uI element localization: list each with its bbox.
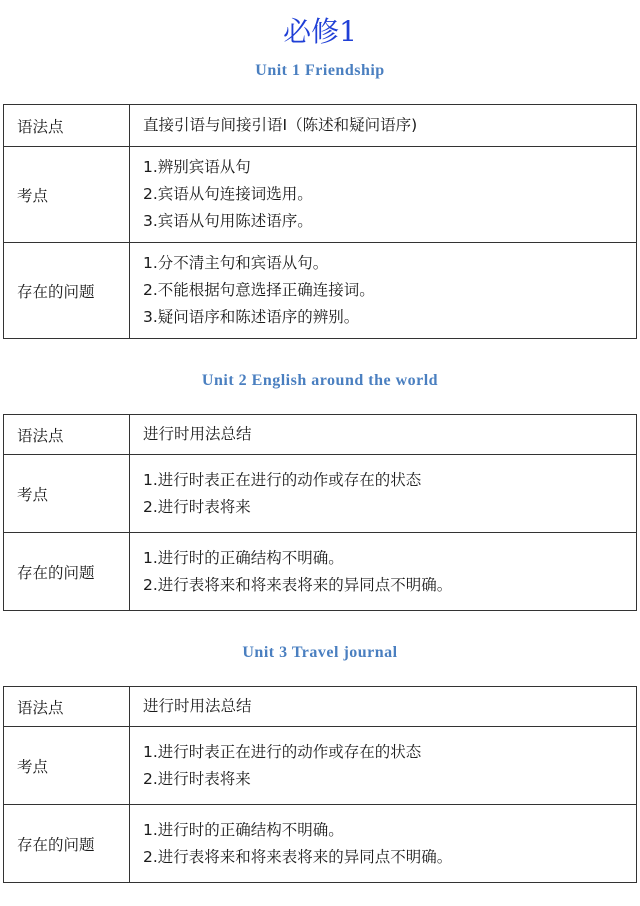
content-line: 2.进行表将来和将来表将来的异同点不明确。 [143,847,453,866]
problems-row [4,243,637,339]
content-line: 2.进行时表将来 [143,497,251,516]
content-line: 进行时用法总结 [143,425,252,443]
row-label: 考点 [4,455,130,533]
problems-row [4,805,637,883]
row-content [130,105,637,147]
grammar-point-row [4,687,637,727]
row-label: 语法点 [4,687,130,727]
content-line: 直接引语与间接引语Ⅰ（陈述和疑问语序) [143,116,418,134]
row-content [130,243,637,339]
row-label: 考点 [4,147,130,243]
page-title: 必修1 [283,15,357,48]
content-line: 3.宾语从句用陈述语序。 [143,212,313,230]
unit-1-title: Unit 1 Friendship [255,62,385,79]
content-line: 2.宾语从句连接词选用。 [143,185,313,203]
row-label: 存在的问题 [4,805,130,883]
row-content [130,455,637,533]
row-content [130,533,637,611]
row-content [130,147,637,243]
content-line: 1.进行时的正确结构不明确。 [143,548,344,567]
exam-point-row [4,147,637,243]
content-line: 1.进行时的正确结构不明确。 [143,820,344,839]
row-label: 考点 [4,727,130,805]
row-content [130,805,637,883]
unit-3-table [3,686,637,883]
content-line: 3.疑问语序和陈述语序的辨别。 [143,308,360,326]
row-content [130,687,637,727]
grammar-point-row [4,105,637,147]
grammar-point-row [4,415,637,455]
unit-3-title: Unit 3 Travel journal [242,644,398,661]
content-line: 2.进行表将来和将来表将来的异同点不明确。 [143,575,453,594]
exam-point-row [4,727,637,805]
content-line: 进行时用法总结 [143,697,252,715]
row-label: 存在的问题 [4,243,130,339]
content-line: 1.进行时表正在进行的动作或存在的状态 [143,470,422,489]
row-content [130,415,637,455]
problems-row [4,533,637,611]
unit-2-table [3,414,637,611]
content-line: 2.不能根据句意选择正确连接词。 [143,281,375,299]
content-line: 1.辨别宾语从句 [143,158,251,176]
row-label: 语法点 [4,415,130,455]
row-content [130,727,637,805]
exam-point-row [4,455,637,533]
row-label: 存在的问题 [4,533,130,611]
content-line: 1.分不清主句和宾语从句。 [143,254,329,272]
unit-2-title: Unit 2 English around the world [201,372,439,389]
unit-1-table [3,104,637,339]
content-line: 2.进行时表将来 [143,769,251,788]
row-label: 语法点 [4,105,130,147]
content-line: 1.进行时表正在进行的动作或存在的状态 [143,742,422,761]
